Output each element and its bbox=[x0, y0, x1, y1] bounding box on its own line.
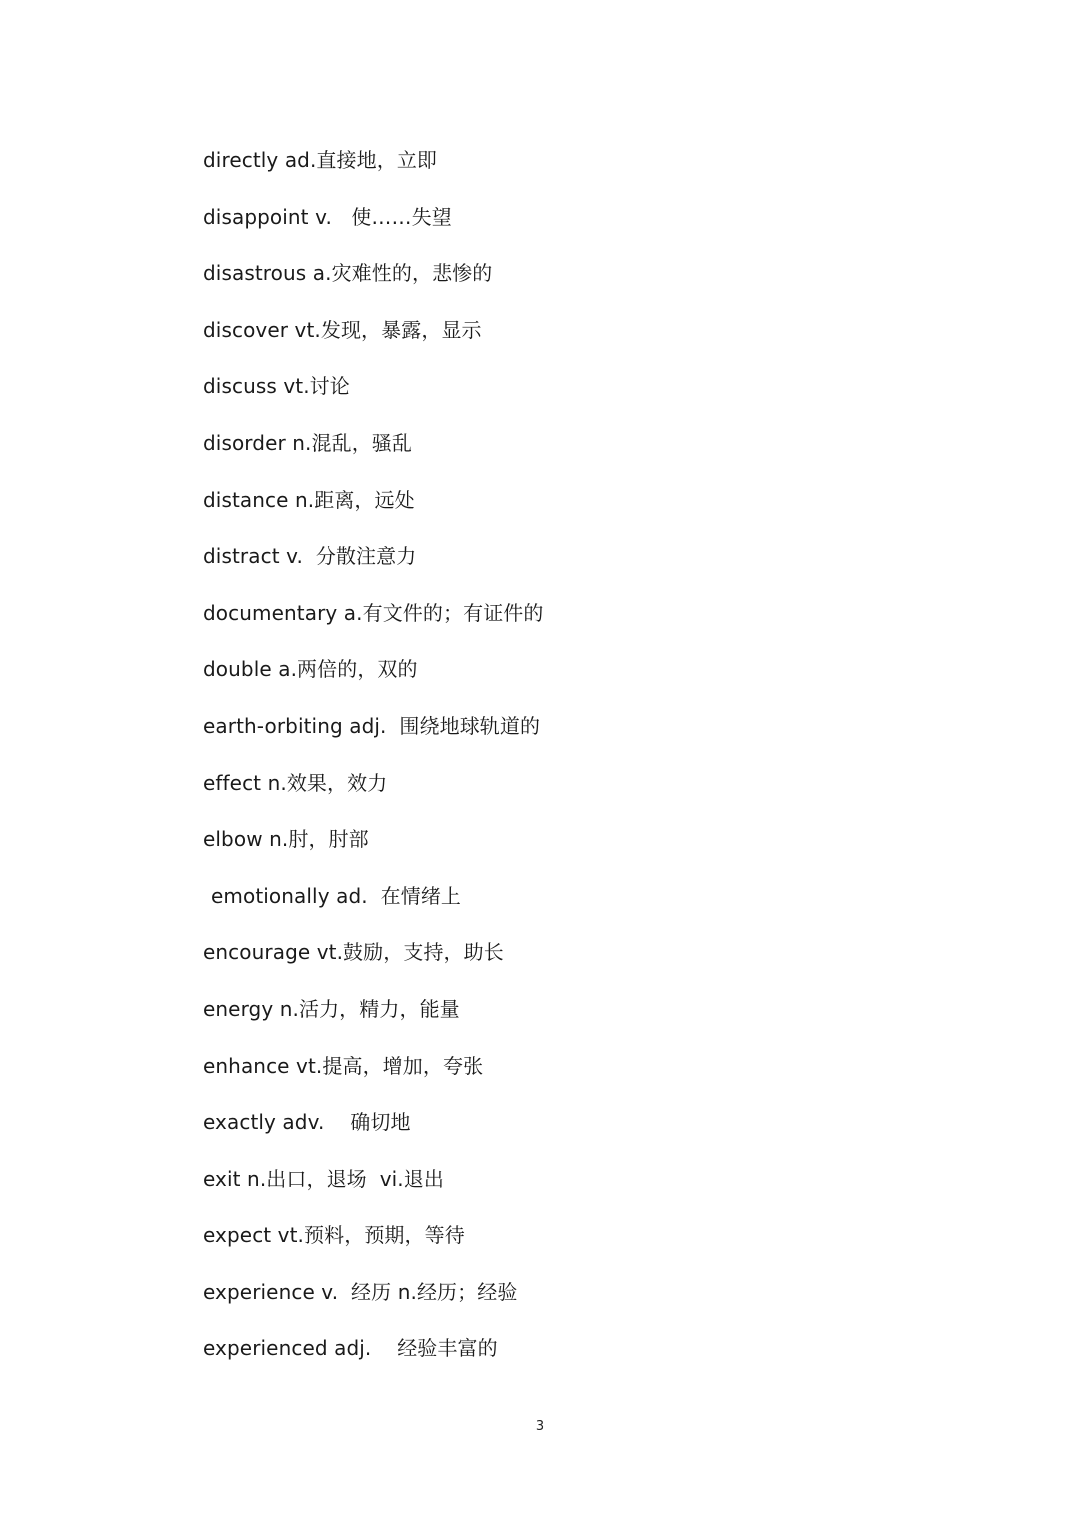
vocab-entry: distract v. 分散注意力 bbox=[203, 544, 417, 569]
page-number: 3 bbox=[535, 1419, 545, 1434]
vocab-entry: experience v. 经历 n.经历；经验 bbox=[203, 1279, 518, 1304]
vocab-entry: exit n.出口，退场 vi.退出 bbox=[203, 1166, 444, 1191]
vocab-entry: enhance vt.提高，增加，夸张 bbox=[203, 1053, 484, 1078]
vocab-entry: distance n.距离，远处 bbox=[203, 487, 415, 512]
vocab-entry: double a.两倍的，双的 bbox=[203, 657, 418, 682]
vocab-entry: disappoint v. 使……失望 bbox=[203, 204, 452, 229]
vocab-entry: experienced adj. 经验丰富的 bbox=[203, 1336, 498, 1361]
vocab-entry: exactly adv. 确切地 bbox=[203, 1110, 411, 1135]
vocab-entry: documentary a.有文件的；有证件的 bbox=[203, 600, 544, 625]
vocab-entry: emotionally ad. 在情绪上 bbox=[211, 883, 462, 908]
vocab-entry: directly ad.直接地，立即 bbox=[203, 148, 438, 172]
vocab-entry: expect vt.预料，预期，等待 bbox=[203, 1223, 465, 1248]
vocab-entry: effect n.效果，效力 bbox=[203, 770, 388, 795]
vocab-entry: energy n.活力，精力，能量 bbox=[203, 996, 460, 1021]
vocabulary-list bbox=[203, 141, 544, 1386]
vocab-entry: disastrous a.灾难性的，悲惨的 bbox=[203, 261, 493, 286]
vocab-entry: encourage vt.鼓励，支持，助长 bbox=[203, 940, 504, 965]
vocab-entry: discuss vt.讨论 bbox=[203, 374, 350, 399]
vocab-entry: discover vt.发现，暴露，显示 bbox=[203, 317, 482, 342]
vocab-entry: elbow n.肘，肘部 bbox=[203, 827, 369, 852]
vocab-entry: disorder n.混乱，骚乱 bbox=[203, 430, 412, 455]
vocab-entry: earth-orbiting adj. 围绕地球轨道的 bbox=[203, 713, 541, 738]
